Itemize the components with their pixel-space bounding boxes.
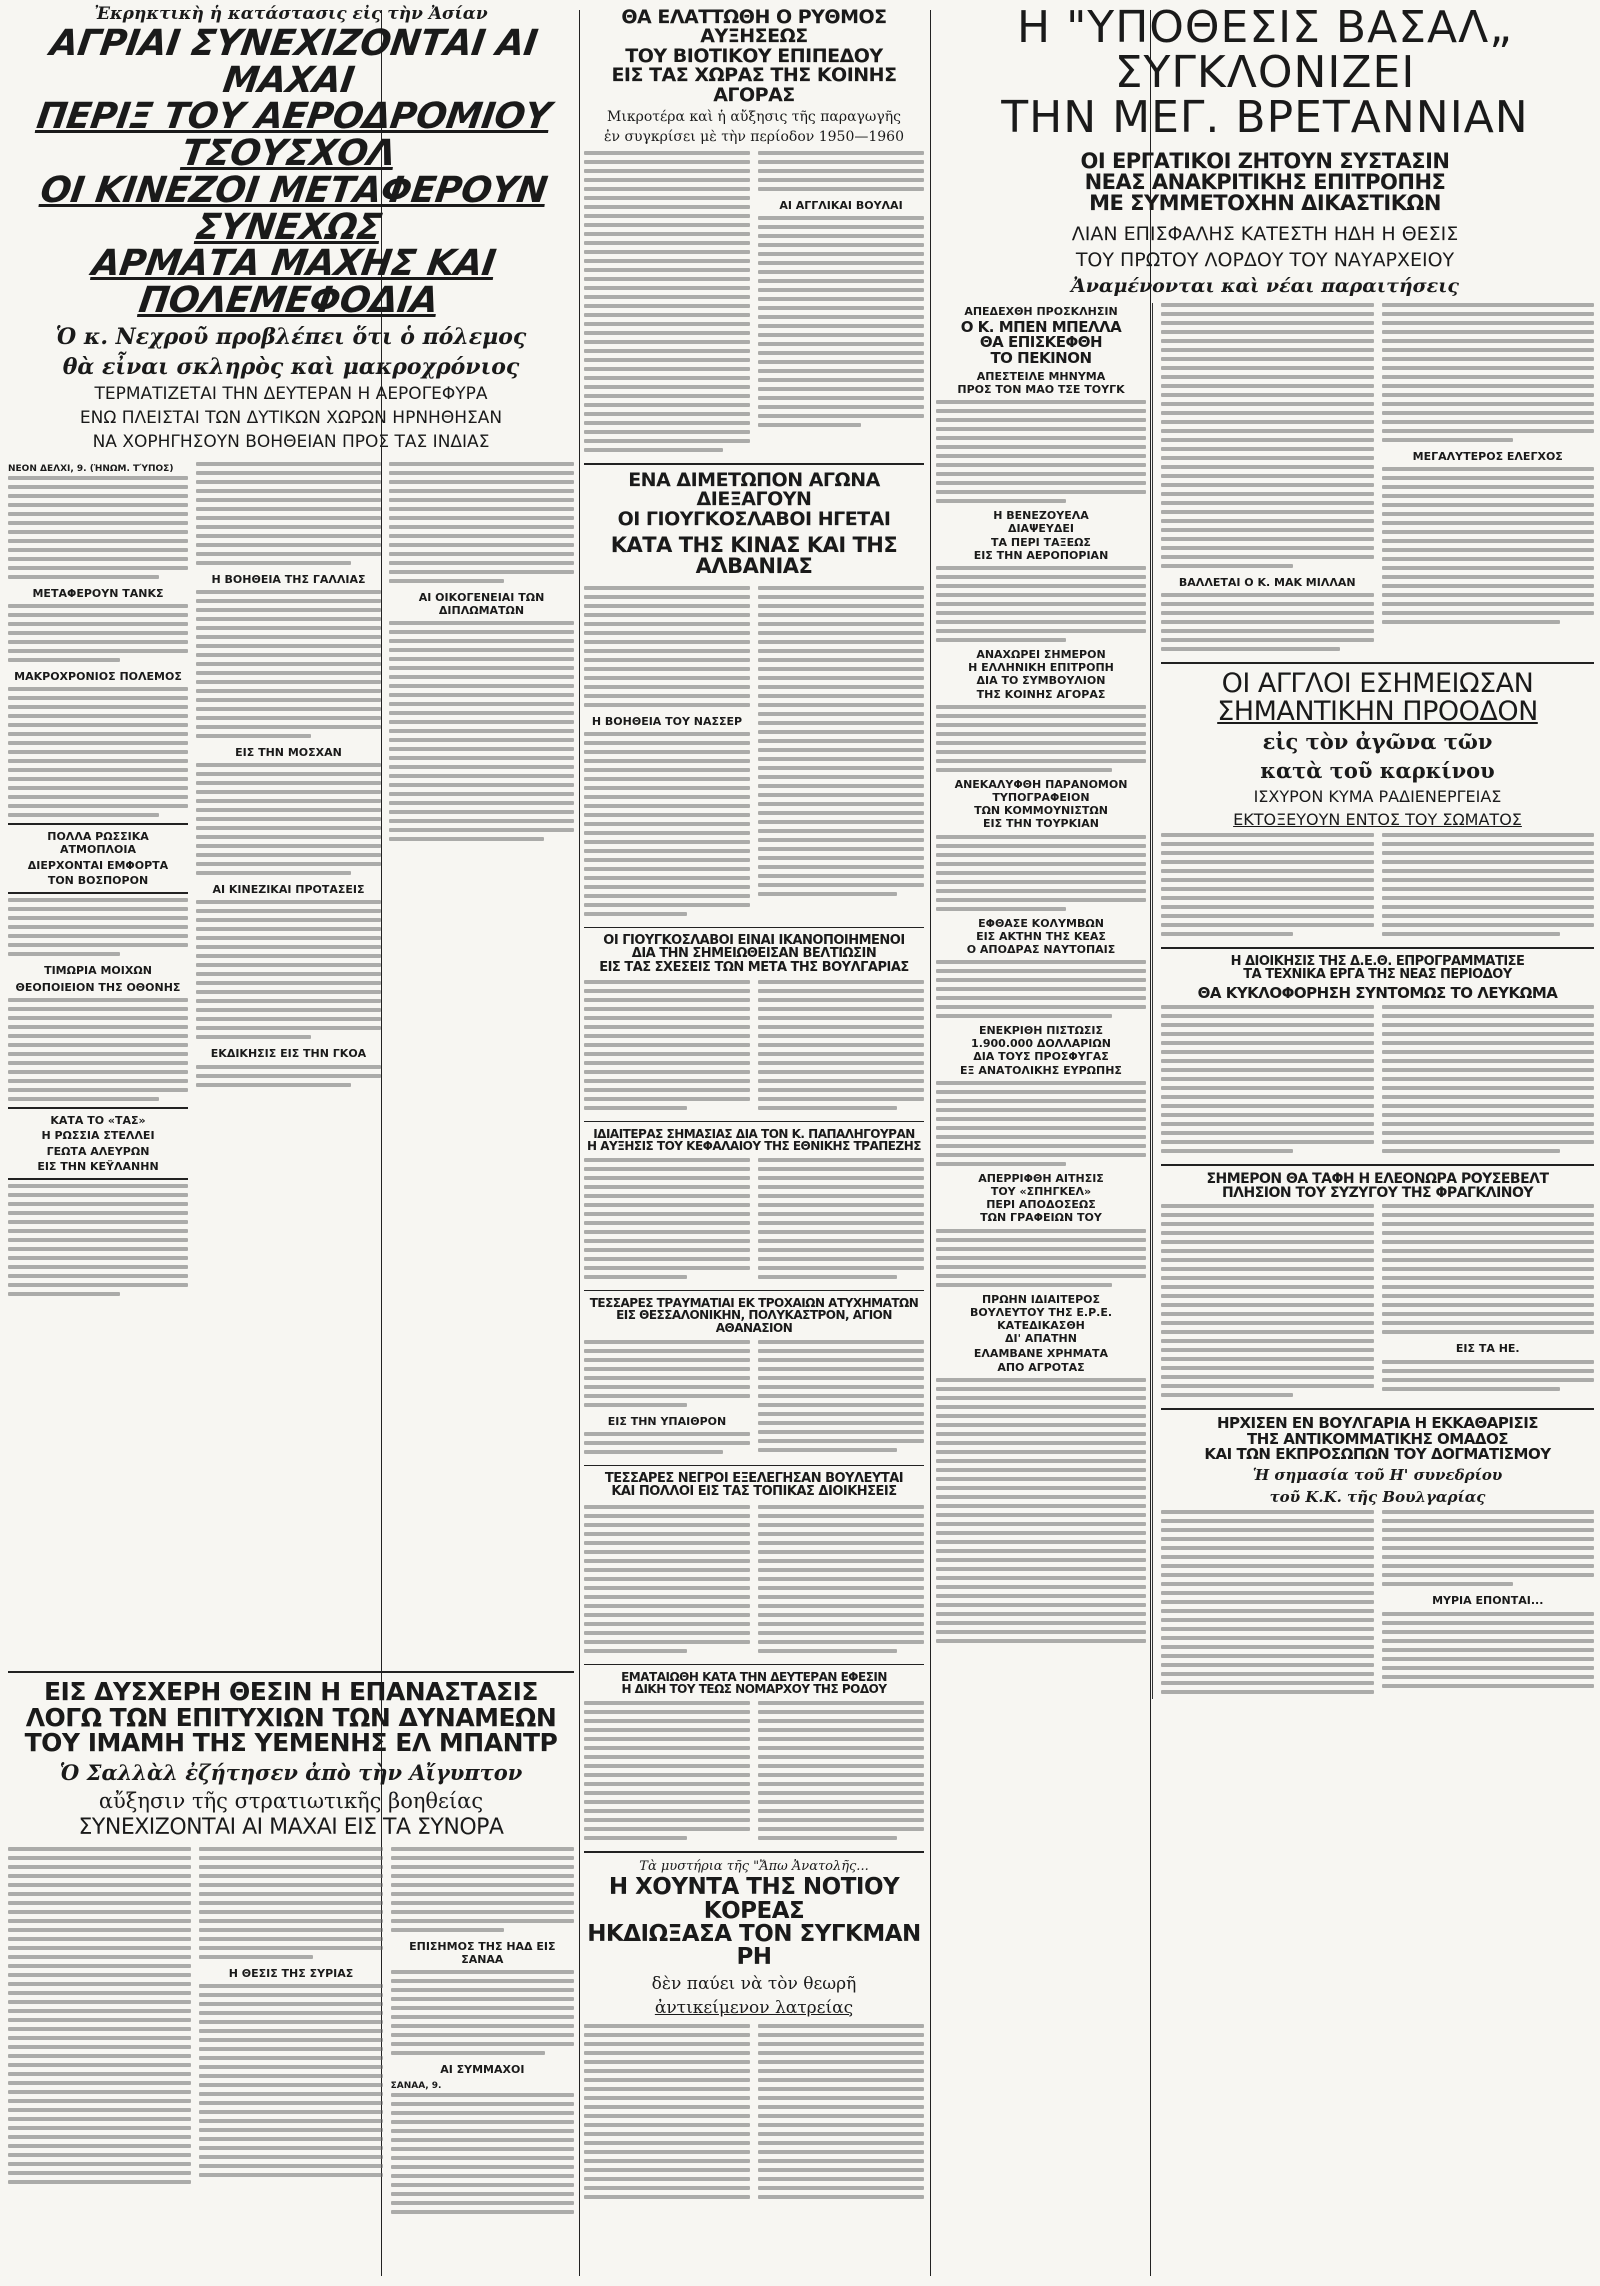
headline-line: ΟΙ ΓΙΟΥΓΚΟΣΛΑΒΟΙ ΕΙΝΑΙ ΙΚΑΝΟΠΟΙΗΜΕΝΟΙ [603, 933, 905, 948]
section-heading: ΑΙ ΟΙΚΟΓΕΝΕΙΑΙ ΤΩΝ ΔΙΠΛΩΜΑΤΩΝ [418, 590, 545, 617]
article-body [1161, 303, 1594, 656]
brief-heading: ΘΕΟΠΟΙΕΙΟΝ ΤΗΣ ΟΘΟΝΗΣ [15, 981, 181, 995]
section-heading: ΜΑΚΡΟΧΡΟΝΙΟΣ ΠΟΛΕΜΟΣ [14, 669, 182, 683]
headline-line: ΠΛΗΣΙΟΝ ΤΟΥ ΣΥΖΥΓΟΥ ΤΗΣ ΦΡΑΓΚΛΙΝΟΥ [1221, 1185, 1534, 1202]
section-heading: ΜΥΡΙΑ ΕΠΟΝΤΑΙ... [1432, 1594, 1544, 1608]
section-heading: ΕΠΙΣΗΜΟΣ ΤΗΣ ΗΑΔ ΕΙΣ ΣΑΝΑΑ [409, 1939, 556, 1967]
headline-line: ΤΟΥ ΒΙΟΤΙΚΟΥ ΕΠΙΠΕΔΟΥ [625, 44, 883, 67]
article-body [584, 1158, 924, 1284]
brief-heading: ΑΠΕΔΕΧΘΗ ΠΡΟΣΚΛΗΣΙΝ [964, 304, 1118, 318]
brief-heading: ΑΠΕΣΤΕΙΛΕ ΜΗΝΥΜΑ [976, 369, 1106, 383]
bottom-left-story [8, 1665, 574, 2286]
section-heading: ΑΙ ΚΙΝΕΖΙΚΑΙ ΠΡΟΤΑΣΕΙΣ [212, 883, 365, 897]
brief-heading: ΤΥΠΟΓΡΑΦΕΙΟΝ [992, 790, 1090, 804]
brief-heading: ΠΡΟΣ ΤΟΝ ΜΑΟ ΤΣΕ ΤΟΥΓΚ [957, 383, 1125, 397]
headline-line: ΤΗΝ ΜΕΓ. ΒΡΕΤΑΝΝΙΑΝ [1001, 91, 1529, 143]
subheadline: Ὁ Σαλλὰλ ἐζήτησεν ἀπὸ τὴν Αἴγυπτον [59, 1759, 523, 1785]
headline-line: Η "ΥΠΟΘΕΣΙΣ ΒΑΣΑΛ„ [1017, 2, 1513, 53]
headline-line: ΘΑ ΚΥΚΛΟΦΟΡΗΣΗ ΣΥΝΤΟΜΩΣ ΤΟ ΛΕΥΚΩΜΑ [1197, 983, 1558, 1002]
article-body [1161, 1005, 1594, 1158]
brief-heading: ΔΙΑ ΤΟΥΣ ΠΡΟΣΦΥΓΑΣ [973, 1050, 1109, 1064]
headline-line: ΣΗΜΑΝΤΙΚΗΝ ΠΡΟΟΔΟΝ [1217, 695, 1538, 727]
section-heading: ΕΚΔΙΚΗΣΙΣ ΕΙΣ ΤΗΝ ΓΚΟΑ [210, 1047, 367, 1061]
article-body [584, 980, 924, 1115]
deck-line: ΜΕ ΣΥΜΜΕΤΟΧΗΝ ΔΙΚΑΣΤΙΚΩΝ [1089, 191, 1441, 216]
headline-line: ΙΔΙΑΙΤΕΡΑΣ ΣΗΜΑΣΙΑΣ ΔΙΑ ΤΟΝ Κ. ΠΑΠΑΛΗΓΟΥΡΑΝ [593, 1126, 915, 1141]
kicker: Τὰ μυστήρια τῆς "Ἄπω Ἀνατολῆς... [639, 1859, 869, 1875]
headline-line: ΕΙΣ ΤΑΣ ΣΧΕΣΕΙΣ ΤΩΝ ΜΕΤΑ ΤΗΣ ΒΟΥΛΓΑΡΙΑΣ [599, 959, 909, 975]
headline-line: ΣΥΓΚΛΟΝΙΖΕΙ [1114, 46, 1416, 98]
subheadline: δὲν παύει νὰ τὸν θεωρῆ [651, 1973, 857, 1994]
brief-heading: ΒΟΥΛΕΥΤΟΥ ΤΗΣ Ε.Ρ.Ε. [969, 1305, 1113, 1319]
brief-heading: ΤΟΝ ΒΟΣΠΟΡΟΝ [47, 873, 149, 887]
section-heading: ΒΑΛΛΕΤΑΙ Ο Κ. ΜΑΚ ΜΙΛΛΑΝ [1178, 575, 1356, 589]
brief-heading: ΑΠΟ ΑΓΡΟΤΑΣ [997, 1360, 1085, 1374]
headline-line: Η ΔΙΟΙΚΗΣΙΣ ΤΗΣ Δ.Ε.Θ. ΕΠΡΟΓΡΑΜΜΑΤΙΣΕ [1230, 954, 1525, 970]
brief-heading: Ο ΑΠΟΔΡΑΣ ΝΑΥΤΟΠΑΙΣ [966, 942, 1116, 956]
column-rule [930, 10, 931, 2276]
brief-heading: ΕΙΣ ΤΗΝ ΚΕΫΛΑΝΗΝ [37, 1159, 159, 1173]
section-heading: ΑΙ ΣΥΜΜΑΧΟΙ [440, 2063, 525, 2077]
deck-line: ΛΙΑΝ ΕΠΙΣΦΑΛΗΣ ΚΑΤΕΣΤΗ ΗΔΗ Η ΘΕΣΙΣ [1071, 222, 1459, 245]
subheadline: εἰς τὸν ἀγῶνα τῶν [1262, 729, 1493, 755]
brief-heading: ΔΙΑ ΤΟ ΣΥΜΒΟΥΛΙΟΝ [976, 674, 1106, 688]
headline-line: ΕΜΑΤΑΙΩΘΗ ΚΑΤΑ ΤΗΝ ΔΕΥΤΕΡΑΝ ΕΦΕΣΙΝ [621, 1669, 887, 1684]
article-body [1161, 1510, 1594, 1699]
article-body [584, 151, 924, 457]
headline-line: ΔΙΑ ΤΗΝ ΣΗΜΕΙΩΘΕΙΣΑΝ ΒΕΛΤΙΩΣΙΝ [631, 946, 877, 962]
brief-heading: ΕΙΣ ΤΗΝ ΑΕΡΟΠΟΡΙΑΝ [973, 548, 1109, 562]
subheadline: κατὰ τοῦ καρκίνου [1260, 758, 1495, 784]
brief-heading: Η ΒΕΝΕΖΟΥΕΛΑ [993, 509, 1089, 523]
section-heading: ΕΙΣ ΤΗΝ ΥΠΑΙΘΡΟΝ [607, 1414, 727, 1428]
left-story-column [8, 0, 574, 1660]
subheadline: θὰ εἶναι σκληρὸς καὶ μακροχρόνιος [62, 353, 520, 380]
deck-line: ΙΣΧΥΡΟΝ ΚΥΜΑ ΡΑΔΙΕΝΕΡΓΕΙΑΣ [1253, 787, 1502, 807]
section-heading: Η ΒΟΗΘΕΙΑ ΤΗΣ ΓΑΛΛΙΑΣ [211, 572, 366, 586]
headline-line: ΑΡΜΑΤΑ ΜΑΧΗΣ ΚΑΙ ΠΟΛΕΜΕΦΟΔΙΑ [89, 243, 498, 322]
brief-heading: ΑΝΑΧΩΡΕΙ ΣΗΜΕΡΟΝ [976, 648, 1106, 662]
section-heading: ΕΙΣ ΤΑ ΗΕ. [1455, 1342, 1520, 1356]
headline-line: ΠΕΡΙΞ ΤΟΥ ΑΕΡΟΔΡΟΜΙΟΥ ΤΣΟΥΣΧΟΛ [34, 96, 554, 175]
headline-line: ΕΙΣ ΔΥΣΧΕΡΗ ΘΕΣΙΝ Η ΕΠΑΝΑΣΤΑΣΙΣ [43, 1677, 538, 1706]
headline-line: ΟΙ ΚΙΝΕΖΟΙ ΜΕΤΑΦΕΡΟΥΝ ΣΥΝΕΧΩΣ [37, 169, 550, 248]
brief-heading: Ο Κ. ΜΠΕΝ ΜΠΕΛΛΑ [960, 318, 1122, 337]
article-body [584, 1701, 924, 1845]
brief-heading: ΤΗΣ ΚΟΙΝΗΣ ΑΓΟΡΑΣ [976, 687, 1106, 701]
brief-heading: ΚΑΤΕΔΙΚΑΣΘΗ [997, 1318, 1085, 1332]
brief-heading: Η ΕΛΛΗΝΙΚΗ ΕΠΙΤΡΟΠΗ [968, 661, 1114, 675]
deck-line: ΝΑ ΧΟΡΗΓΗΣΟΥΝ ΒΟΗΘΕΙΑΝ ΠΡΟΣ ΤΑΣ ΙΝΔΙΑΣ [92, 431, 490, 452]
deck-line: ΤΕΡΜΑΤΙΖΕΤΑΙ ΤΗΝ ΔΕΥΤΕΡΑΝ Η ΑΕΡΟΓΕΦΥΡΑ [94, 383, 488, 404]
headline-line: ΚΑΤΑ ΤΗΣ ΚΙΝΑΣ ΚΑΙ ΤΗΣ ΑΛΒΑΝΙΑΣ [610, 533, 898, 579]
headline-line: Η ΑΥΞΗΣΙΣ ΤΟΥ ΚΕΦΑΛΑΙΟΥ ΤΗΣ ΕΘΝΙΚΗΣ ΤΡΑΠΕΖΗΣ [587, 1138, 921, 1153]
article-body [584, 2024, 924, 2204]
brief-heading: ΕΞ ΑΝΑΤΟΛΙΚΗΣ ΕΥΡΩΠΗΣ [960, 1063, 1122, 1077]
column-rule [579, 10, 580, 2276]
headline-line: ΤΟΥ ΙΜΑΜΗ ΤΗΣ ΥΕΜΕΝΗΣ ΕΛ ΜΠΑΝΤΡ [24, 1728, 558, 1757]
headline-line: ΘΑ ΕΛΑΤΤΩΘΗ Ο ΡΥΘΜΟΣ ΑΥΞΗΣΕΩΣ [621, 6, 887, 48]
section-heading: ΕΙΣ ΤΗΝ ΜΟΣΧΑΝ [235, 745, 342, 759]
headline-line: ΛΟΓΩ ΤΩΝ ΕΠΙΤΥΧΙΩΝ ΤΩΝ ΔΥΝΑΜΕΩΝ [25, 1702, 557, 1732]
brief-heading: ΤΩΝ ΓΡΑΦΕΙΩΝ ΤΟΥ [980, 1211, 1102, 1225]
section-heading: ΜΕΓΑΛΥΤΕΡΟΣ ΕΛΕΓΧΟΣ [1412, 449, 1563, 463]
news-brief-box [8, 1107, 188, 1180]
brief-heading: ΤΑ ΠΕΡΙ ΤΑΞΕΩΣ [991, 535, 1091, 549]
deck-line: ΕΝΩ ΠΛΕΙΣΤΑΙ ΤΩΝ ΔΥΤΙΚΩΝ ΧΩΡΩΝ ΗΡΝΗΘΗΣΑΝ [79, 407, 503, 428]
headline-line: ΚΑΙ ΤΩΝ ΕΚΠΡΟΣΩΠΩΝ ΤΟΥ ΔΟΓΜΑΤΙΣΜΟΥ [1204, 1445, 1551, 1464]
headline-line: ΕΙΣ ΘΕΣΣΑΛΟΝΙΚΗΝ, ΠΟΛΥΚΑΣΤΡΟΝ, ΑΓΙΟΝ ΑΘΑΝΑΣΙΟΝ [616, 1308, 892, 1335]
brief-heading: ΔΙΕΡΧΟΝΤΑΙ ΕΜΦΟΡΤΑ [27, 858, 169, 872]
brief-heading: ΕΦΘΑΣΕ ΚΟΛΥΜΒΩΝ [978, 916, 1104, 930]
dateline: ΣΑΝΑΑ, 9. [390, 2080, 442, 2091]
brief-heading: ΚΑΤΑ ΤΟ «ΤΑΣ» [50, 1114, 146, 1128]
section-heading: Η ΘΕΣΙΣ ΤΗΣ ΣΥΡΙΑΣ [228, 1966, 354, 1980]
headline-line: ΤΕΣΣΑΡΕΣ ΤΡΑΥΜΑΤΙΑΙ ΕΚ ΤΡΟΧΑΙΩΝ ΑΤΥΧΗΜΑΤΩΝ [589, 1296, 919, 1311]
subheadline: Ἀναμένονται καὶ νέαι παραιτήσεις [1071, 274, 1459, 297]
subheadline: ἀντικείμενον λατρείας [654, 1997, 854, 2018]
subheadline: αὔξησιν τῆς στρατιωτικῆς βοηθείας [98, 1788, 484, 1813]
brief-heading: ΠΟΛΛΑ ΡΩΣΣΙΚΑ ΑΤΜΟΠΛΟΙΑ [47, 830, 149, 857]
brief-heading: ΔΙ' ΑΠΑΤΗΝ [1005, 1332, 1077, 1346]
headline-line: Η ΧΟΥΝΤΑ ΤΗΣ ΝΟΤΙΟΥ ΚΟΡΕΑΣ [608, 1874, 900, 1924]
subheadline: Ἡ σημασία τοῦ Η' συνεδρίου [1252, 1466, 1503, 1485]
article-body [584, 586, 924, 921]
brief-heading: ΕΝΕΚΡΙΘΗ ΠΙΣΤΩΣΙΣ [978, 1024, 1104, 1038]
article-body [936, 303, 1594, 1699]
headline-line: ΕΙΣ ΤΑΣ ΧΩΡΑΣ ΤΗΣ ΚΟΙΝΗΣ ΑΓΟΡΑΣ [611, 64, 897, 106]
brief-heading: ΘΑ ΕΠΙΣΚΕΦΘΗ [979, 333, 1103, 352]
deck-line: ΣΥΝΕΧΙΖΟΝΤΑΙ ΑΙ ΜΑΧΑΙ ΕΙΣ ΤΑ ΣΥΝΟΡΑ [78, 1814, 504, 1840]
article-body [8, 462, 574, 1301]
brief-heading: ΑΝΕΚΑΛΥΦΘΗ ΠΑΡΑΝΟΜΟΝ [954, 777, 1128, 791]
right-story-column [936, 0, 1594, 2286]
headline-line: ΟΙ ΑΓΓΛΟΙ ΕΣΗΜΕΙΩΣΑΝ [1221, 668, 1534, 700]
brief-heading: ΔΙΑΨΕΥΔΕΙ [1007, 522, 1075, 536]
dateline: ΝΕΟΝ ΔΕΛΧΙ, 9. (ἨΝΩΜ. ΤΎΠΟΣ) [8, 463, 174, 474]
headline-line: ΣΗΜΕΡΟΝ ΘΑ ΤΑΦΗ Η ΕΛΕΟΝΩΡΑ ΡΟΥΣΕΒΕΛΤ [1206, 1170, 1549, 1187]
headline-line: ΕΝΑ ΔΙΜΕΤΩΠΟΝ ΑΓΩΝΑ ΔΙΕΞΑΓΟΥΝ [628, 468, 880, 511]
headline-line: ΗΚΔΙΩΞΑΣΑ ΤΟΝ ΣΥΓΚΜΑΝ ΡΗ [587, 1920, 921, 1971]
brief-heading: 1.900.000 ΔΟΛΛΑΡΙΩΝ [971, 1037, 1111, 1051]
subheadline: Ὁ κ. Νεχροῦ προβλέπει ὅτι ὁ πόλεμος [55, 323, 527, 350]
deck-line: ΟΙ ΕΡΓΑΤΙΚΟΙ ΖΗΤΟΥΝ ΣΥΣΤΑΣΙΝ [1080, 148, 1450, 173]
headline-line: ΗΡΧΙΣΕΝ ΕΝ ΒΟΥΛΓΑΡΙΑ Η ΕΚΚΑΘΑΡΙΣΙΣ [1216, 1414, 1539, 1433]
center-story-column [584, 0, 924, 2286]
kicker: Ἐκρηκτικὴ ἡ κατάστασις εἰς τὴν Ἀσίαν [94, 4, 488, 24]
brief-heading: ΓΕΩΤΑ ΑΛΕΥΡΩΝ [46, 1144, 150, 1158]
brief-heading: ΕΙΣ ΤΗΝ ΤΟΥΡΚΙΑΝ [983, 817, 1099, 831]
brief-heading: ΤΟΥ «ΣΠΗΓΚΕΛ» [990, 1185, 1092, 1199]
deck-line: ΤΟΥ ΠΡΩΤΟΥ ΛΟΡΔΟΥ ΤΟΥ ΝΑΥΑΡΧΕΙΟΥ [1075, 248, 1455, 271]
subheadline: ἐν συγκρίσει μὲ τὴν περίοδον 1950—1960 [604, 128, 904, 145]
article-body [584, 1340, 924, 1459]
headline-line: ΚΑΙ ΠΟΛΛΟΙ ΕΙΣ ΤΑΣ ΤΟΠΙΚΑΣ ΔΙΟΙΚΗΣΕΙΣ [611, 1484, 897, 1500]
deck-line: ΝΕΑΣ ΑΝΑΚΡΙΤΙΚΗΣ ΕΠΙΤΡΟΠΗΣ [1084, 170, 1446, 195]
brief-heading: ΤΟ ΠΕΚΙΝΟΝ [990, 348, 1092, 367]
news-brief-box [8, 823, 188, 894]
subheadline: Μικροτέρα καὶ ἡ αὔξησις τῆς παραγωγῆς [607, 108, 901, 125]
brief-heading: ΕΙΣ ΑΚΤΗΝ ΤΗΣ ΚΕΑΣ [976, 929, 1106, 943]
brief-heading: ΤΩΝ ΚΟΜΜΟΥΝΙΣΤΩΝ [974, 804, 1108, 818]
section-heading: Η ΒΟΗΘΕΙΑ ΤΟΥ ΝΑΣΣΕΡ [591, 714, 743, 728]
article-body [8, 1847, 574, 2219]
brief-heading: ΕΛΑΜΒΑΝΕ ΧΡΗΜΑΤΑ [973, 1347, 1109, 1361]
brief-heading: ΑΠΕΡΡΙΦΘΗ ΑΙΤΗΣΙΣ [978, 1171, 1104, 1185]
article-body [1161, 1204, 1594, 1402]
headline-line: ΟΙ ΓΙΟΥΓΚΟΣΛΑΒΟΙ ΗΓΕΤΑΙ [617, 507, 891, 530]
brief-heading: Η ΡΩΣΣΙΑ ΣΤΕΛΛΕΙ [41, 1129, 155, 1143]
section-heading: ΑΙ ΑΓΓΛΙΚΑΙ ΒΟΥΛΑΙ [779, 198, 903, 212]
brief-heading: ΠΡΩΗΝ ΙΔΙΑΙΤΕΡΟΣ [981, 1292, 1101, 1306]
section-heading: ΜΕΤΑΦΕΡΟΥΝ ΤΑΝΚΣ [32, 586, 164, 600]
article-body [584, 1505, 924, 1658]
headline-line: Η ΔΙΚΗ ΤΟΥ ΤΕΩΣ ΝΟΜΑΡΧΟΥ ΤΗΣ ΡΟΔΟΥ [621, 1681, 887, 1696]
brief-heading: ΠΕΡΙ ΑΠΟΔΟΣΕΩΣ [986, 1198, 1096, 1212]
headline-line: ΑΓΡΙΑΙ ΣΥΝΕΧΙΖΟΝΤΑΙ ΑΙ ΜΑΧΑΙ [47, 23, 540, 101]
article-body [1161, 833, 1594, 941]
headline-line: ΤΕΣΣΑΡΕΣ ΝΕΓΡΟΙ ΕΞΕΛΕΓΗΣΑΝ ΒΟΥΛΕΥΤΑΙ [604, 1471, 904, 1487]
brief-heading: ΤΙΜΩΡΙΑ ΜΟΙΧΩΝ [44, 963, 152, 977]
deck-line: ΕΚΤΟΞΕΥΟΥΝ ΕΝΤΟΣ ΤΟΥ ΣΩΜΑΤΟΣ [1233, 810, 1522, 830]
headline-line: ΤΗΣ ΑΝΤΙΚΟΜΜΑΤΙΚΗΣ ΟΜΑΔΟΣ [1247, 1429, 1508, 1448]
subheadline: τοῦ Κ.Κ. τῆς Βουλγαρίας [1269, 1488, 1486, 1507]
headline-line: ΤΑ ΤΕΧΝΙΚΑ ΕΡΓΑ ΤΗΣ ΝΕΑΣ ΠΕΡΙΟΔΟΥ [1243, 967, 1512, 983]
